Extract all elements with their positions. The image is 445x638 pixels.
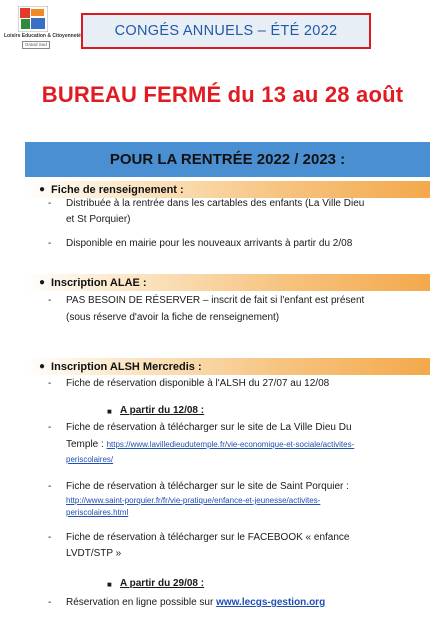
alsh-heading: Inscription ALSH Mercredis : <box>51 360 202 373</box>
bullet-icon: ● <box>39 184 46 195</box>
saintporquier-link[interactable]: http://www.saint-porquier.fr/fr/vie-pratique/enfance-et-jeunesse/activites- <box>66 496 321 505</box>
alae-heading: Inscription ALAE : <box>51 276 147 289</box>
dash-icon: - <box>48 481 52 492</box>
alsh-item5-row <box>66 596 325 610</box>
alsh-item1: Fiche de réservation disponible à l'ALSH du 27/07 au 12/08 <box>66 378 330 389</box>
lavilledieu-link[interactable]: https://www.lavilledieudutemple.fr/vie-economique-et-sociale/activites- <box>106 440 355 449</box>
alsh-item2-line2-row <box>66 438 354 452</box>
logo-region: Grand Sud <box>22 41 50 49</box>
alae-item1-line2: (sous réserve d'avoir la fiche de renseignement) <box>66 312 280 323</box>
logo-name: Loisirs Education & Citoyenneté <box>4 33 81 39</box>
logo-graphic-icon <box>18 6 48 32</box>
alsh-item2-line2: Temple : <box>66 439 104 450</box>
fiche-item1-line1: Distribuée à la rentrée dans les cartables des enfants (La Ville Dieu <box>66 198 365 209</box>
closure-notice: BUREAU FERMÉ du 13 au 28 août <box>41 82 404 107</box>
section-fiche-heading <box>25 181 430 198</box>
rentree-title: POUR LA RENTRÉE 2022 / 2023 : <box>109 151 346 168</box>
dash-icon: - <box>48 532 52 543</box>
page-title: CONGÉS ANNUELS – ÉTÉ 2022 <box>114 23 338 39</box>
lavilledieu-link-cont[interactable]: periscolaires/ <box>66 455 114 464</box>
title-box <box>81 13 371 49</box>
alsh-item4-line2: LVDT/STP » <box>66 548 122 559</box>
section-alsh-heading <box>25 358 430 375</box>
square-bullet-icon: ■ <box>107 580 112 589</box>
dash-icon: - <box>48 198 52 209</box>
dash-icon: - <box>48 238 52 249</box>
fiche-item1-line2: et St Porquier) <box>66 214 131 225</box>
alae-item1-line1: PAS BESOIN DE RÉSERVER – inscrit de fait si l'enfant est présent <box>66 295 365 306</box>
dash-icon: - <box>48 295 52 306</box>
dash-icon: - <box>48 597 52 608</box>
section-alae-heading <box>25 274 430 291</box>
alsh-sub2: A partir du 29/08 : <box>120 578 205 589</box>
bullet-icon: ● <box>39 361 46 372</box>
square-bullet-icon: ■ <box>107 407 112 416</box>
alsh-item4-line1: Fiche de réservation à télécharger sur le FACEBOOK « enfance <box>66 532 350 543</box>
saintporquier-link-cont[interactable]: periscolaires.html <box>66 508 129 517</box>
dash-icon: - <box>48 378 52 389</box>
dash-icon: - <box>48 422 52 433</box>
alsh-item2-line1: Fiche de réservation à télécharger sur le site de La Ville Dieu Du <box>66 422 352 433</box>
alsh-sub1: A partir du 12/08 : <box>120 405 205 416</box>
alsh-item5: Réservation en ligne possible sur <box>66 597 214 608</box>
organization-logo <box>4 4 81 62</box>
bullet-icon: ● <box>39 277 46 288</box>
lecgs-link[interactable]: www.lecgs-gestion.org <box>216 597 326 608</box>
rentree-banner <box>25 142 430 177</box>
alsh-item3-line1: Fiche de réservation à télécharger sur le site de Saint Porquier : <box>66 481 349 492</box>
fiche-item2: Disponible en mairie pour les nouveaux arrivants à partir du 2/08 <box>66 238 353 249</box>
fiche-heading: Fiche de renseignement : <box>51 183 184 196</box>
